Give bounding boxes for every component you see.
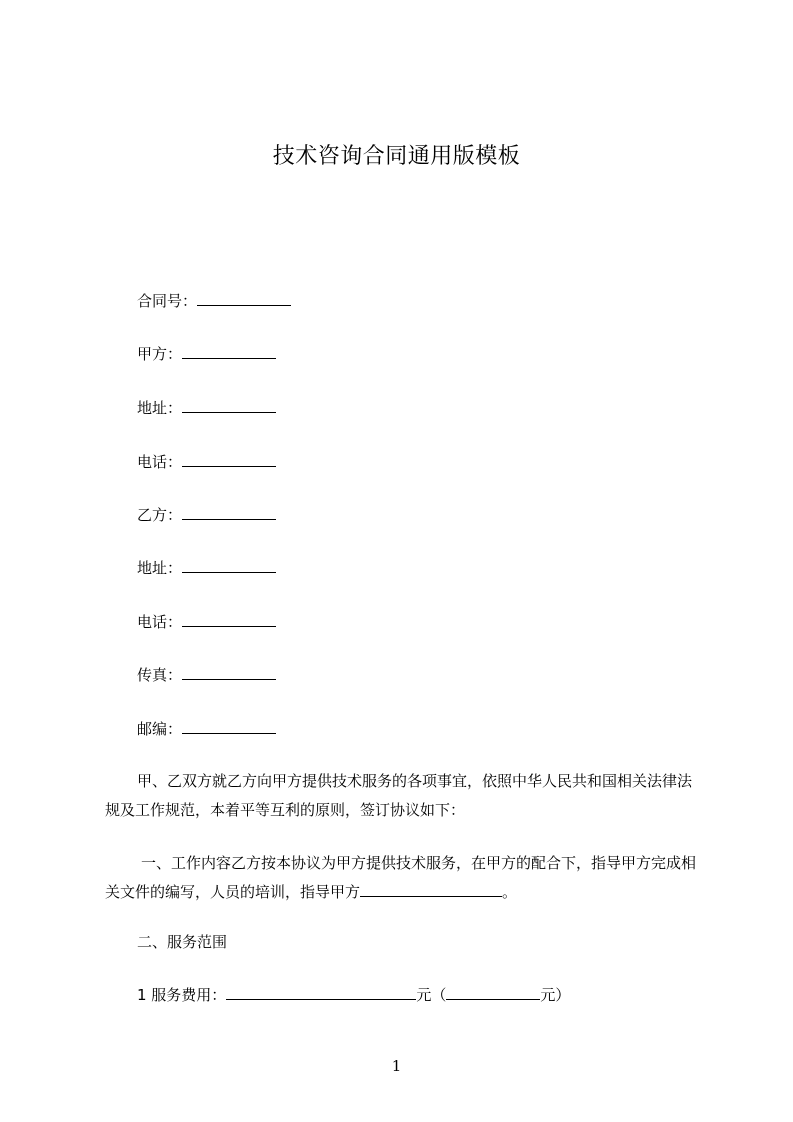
contract-number-label: 合同号：	[137, 292, 198, 310]
service-fee-yuan: 元（	[416, 986, 447, 1004]
party-b-phone-label: 电话：	[137, 613, 183, 631]
party-b-fax-line	[137, 665, 276, 685]
document-title: 技术咨询合同通用版模板	[272, 144, 521, 169]
section-2-heading: 二、服务范围	[137, 933, 228, 951]
party-a-line	[137, 344, 276, 364]
party-b-address-line	[137, 558, 276, 578]
service-fee-words-blank[interactable]	[446, 985, 540, 1000]
party-a-address-line	[137, 398, 276, 418]
party-a-blank[interactable]	[182, 344, 276, 359]
section-1-blank[interactable]	[360, 882, 502, 897]
party-a-label: 甲方：	[137, 345, 183, 363]
party-b-fax-blank[interactable]	[182, 665, 276, 680]
party-b-postcode-line	[137, 719, 276, 739]
service-fee-blank[interactable]	[226, 985, 416, 1000]
party-b-address-blank[interactable]	[182, 558, 276, 573]
intro-paragraph: 甲、乙双方就乙方向甲方提供技术服务的各项事宜，依照中华人民共和国相关法律法规及工作规范，本着平等互利的原则，签订协议如下：	[105, 772, 693, 819]
party-b-address-label: 地址：	[137, 559, 183, 577]
party-a-phone-label: 电话：	[137, 453, 183, 471]
party-b-postcode-label: 邮编：	[137, 720, 183, 738]
party-b-label: 乙方：	[137, 506, 183, 524]
party-a-address-label: 地址：	[137, 399, 183, 417]
service-fee-label: 1 服务费用：	[137, 986, 227, 1004]
party-b-line	[137, 505, 276, 525]
section-1-text: 一、工作内容乙方按本协议为甲方提供技术服务，在甲方的配合下，指导甲方完成相关文件的编写，人员的培训，指导甲方	[105, 854, 697, 901]
section-1-paragraph	[105, 849, 705, 907]
service-fee-line	[137, 985, 570, 1005]
contract-number-blank[interactable]	[197, 291, 291, 306]
party-a-address-blank[interactable]	[182, 398, 276, 413]
contract-number-line	[137, 291, 291, 311]
party-a-phone-line	[137, 452, 276, 472]
party-a-phone-blank[interactable]	[182, 452, 276, 467]
party-b-fax-label: 传真：	[137, 666, 183, 684]
party-b-postcode-blank[interactable]	[182, 719, 276, 734]
section-1-end: 。	[502, 883, 518, 901]
party-b-phone-blank[interactable]	[182, 612, 276, 627]
party-b-blank[interactable]	[182, 505, 276, 520]
party-b-phone-line	[137, 612, 276, 632]
page-number: 1	[391, 1057, 402, 1075]
service-fee-yuan-close: 元）	[540, 986, 571, 1004]
